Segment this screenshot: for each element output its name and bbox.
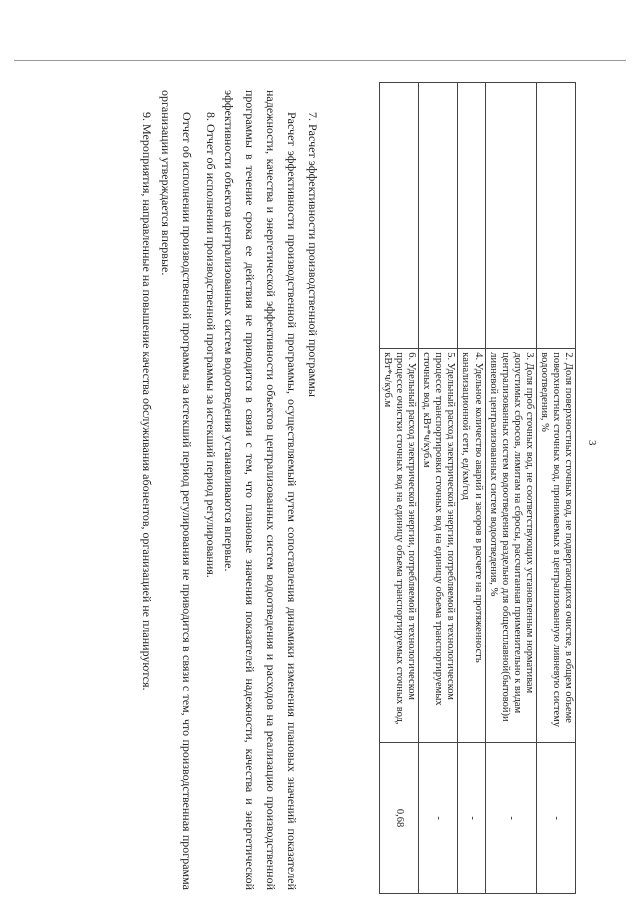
section-9: 9. Мероприятия, направленные на повышение качества обслуживания абонентов, организацией не планируются.: [140, 112, 154, 691]
table-row: [485, 83, 536, 894]
table-cell-label: [485, 83, 536, 349]
table-cell-value: -: [536, 743, 575, 894]
table-cell-label: [419, 83, 458, 349]
indicators-table: [379, 82, 576, 894]
table-cell-label: [380, 83, 419, 349]
table-cell-value: -: [485, 743, 536, 894]
table-row: [536, 83, 575, 894]
table-cell-label: 2. Доля поверхностных сточных вод, не подвергающихся очистке, в общем объеме поверхностных сточных вод, принимаемых в централизованную ливневую систему водоотведения, %: [536, 349, 575, 743]
table-row: [380, 83, 419, 894]
page-number: 3: [586, 440, 598, 446]
table-cell-label: 5. Удельный расход электрической энергии, потребляемой в технологическом процессе транспортировки сточных вод на единицу объема транспортируемых сточных вод, кВт*ч/куб.м: [419, 349, 458, 743]
table-cell-value: -: [419, 743, 458, 894]
table-cell-label: 6. Удельный расход электрической энергии, потребляемой в технологическом процессе очистки сточных вод на единицу объема транспортируемых сточных вод, кВт*ч/куб.м: [380, 349, 419, 743]
margin-line: [14, 60, 626, 61]
table-cell-value: 0,68: [380, 743, 419, 894]
table-cell-label: 4. Удельное количество аварий и засоров в расчете на протяженность канализационной сети, ед/км/год: [458, 349, 485, 743]
section-7-body: Расчет эффективности производственной программы, осуществляемый путем сопоставления динамики изменения плановых значений показателей надежности, качества и энергетической эффективности объектов централизованных систем водоотведения и расходов на реализацию производственной программы в течение срока ее действия не приводится в связи с тем, что плановые значения показателей надежности, качества и энергетической эффективности объектов централизованных систем водоотведения устанавливаются впервые.: [222, 90, 299, 890]
section-8-body: Отчет об исполнении производственной программы за истекший период регулирования не приводится в связи с тем, что производственная программа организации утверждается впервые.: [159, 90, 194, 890]
section-7-title: 7. Расчет эффективности производственной программы: [306, 112, 320, 397]
table-cell-label: [536, 83, 575, 349]
table-cell-value: -: [458, 743, 485, 894]
table-row: [419, 83, 458, 894]
table-cell-label: 3. Доля проб сточных вод, не соответствующих установленным нормативам допустимых сбросов, лимитам на сбросы, рассчитанная применительно к видам централизованных систем водоотведения раздельно для общесплавной(бытовой)и ливневой централизованных систем водоотведения, %: [485, 349, 536, 743]
section-8-title: 8. Отчет об исполнении производственной программы за истекший период регулирования.: [204, 112, 218, 578]
table-cell-label: [458, 83, 485, 349]
table-row: [458, 83, 485, 894]
